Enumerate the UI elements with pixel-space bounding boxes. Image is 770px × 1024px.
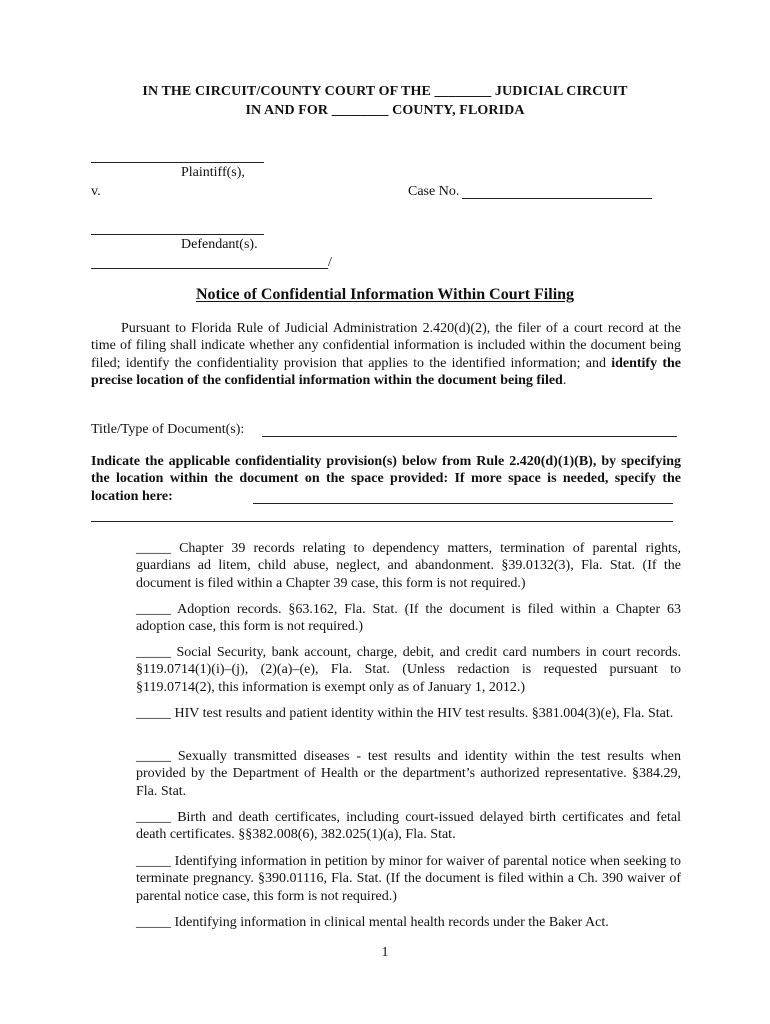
caption-end-line (91, 268, 328, 269)
defendant-name-line[interactable] (91, 234, 264, 235)
intro-paragraph: Pursuant to Florida Rule of Judicial Administration 2.420(d)(2), the filer of a court record at the time of filing shall indicate whether any confidential information is included within the document being filed; identify the confidentiality provision that applies to the identified information; and identify the precise location of the confidential information within the document being filed. (91, 321, 681, 389)
provision-item-baker-act: _____ Identifying information in clinical mental health records under the Baker Act. (136, 915, 609, 930)
court-header-line2: IN AND FOR ________ COUNTY, FLORIDA (245, 103, 525, 118)
location-line-2[interactable] (91, 521, 673, 522)
plaintiff-name-line[interactable] (91, 162, 264, 163)
item-blank[interactable]: _____ (136, 749, 171, 764)
case-number-label: Case No. (408, 184, 460, 199)
document-title-label: Title/Type of Document(s): (91, 422, 245, 437)
item-blank[interactable]: _____ (136, 810, 171, 825)
court-header-line1: IN THE CIRCUIT/COUNTY COURT OF THE ________ JUDICIAL CIRCUIT (142, 84, 628, 99)
provision-item-birth-death: _____ Birth and death certificates, including court-issued delayed birth certificates and fetal death certificates. §§382.008(6), 382.025(1)(a), Fla. Stat. (136, 810, 681, 843)
provision-item-minor-waiver: _____ Identifying information in petition by minor for waiver of parental notice when seeking to terminate pregnancy. §390.01116, Fla. Stat. (If the document is filed within a Ch. 390 waiver of parental notice case, this form is not required.) (136, 854, 681, 904)
versus-label: v. (91, 184, 101, 199)
item-blank[interactable]: _____ (136, 602, 171, 617)
provision-item-ssn-bank: _____ Social Security, bank account, charge, debit, and credit card numbers in court records. §119.0714(1)(i)–(j), (2)(a)–(e), Fla. Stat. (Unless redaction is requested pursuant to §119.0714(2), this information is exempt only as of January 1, 2012.) (136, 645, 682, 695)
item-blank[interactable]: _____ (136, 541, 171, 556)
item-blank[interactable]: _____ (136, 854, 171, 869)
item-blank[interactable]: _____ (136, 915, 171, 930)
document-title-line[interactable] (262, 436, 677, 437)
caption-end-slash: / (328, 255, 332, 270)
plaintiff-label: Plaintiff(s), (181, 165, 245, 180)
provision-item-adoption: _____ Adoption records. §63.162, Fla. Stat. (If the document is filed within a Chapter 63 adoption case, this form is not required.) (136, 602, 681, 635)
page-number: 1 (381, 945, 389, 960)
location-line-1[interactable] (253, 503, 673, 504)
case-number-line[interactable] (462, 198, 652, 199)
item-blank[interactable]: _____ (136, 645, 171, 660)
defendant-label: Defendant(s). (181, 237, 258, 252)
instructions-paragraph: Indicate the applicable confidentiality provision(s) below from Rule 2.420(d)(1)(B), by specifying the location within the document on the space provided: If more space is needed, specify the location here: (91, 454, 681, 504)
notice-title: Notice of Confidential Information Within Court Filing (195, 286, 575, 303)
item-blank[interactable]: _____ (136, 706, 171, 721)
provision-item-chapter39: _____ Chapter 39 records relating to dependency matters, termination of parental rights, guardians ad litem, child abuse, neglect, and abandonment. §39.0132(3), Fla. Stat. (If the document is filed within a Chapter 39 case, this form is not required.) (136, 541, 682, 591)
provision-item-std: _____ Sexually transmitted diseases - test results and identity within the test results when provided by the Department of Health or the department’s authorized representative. §384.29, Fla. Stat. (136, 749, 682, 799)
provision-item-hiv: _____ HIV test results and patient identity within the HIV test results. §381.004(3)(e), Fla. Stat. (136, 706, 674, 721)
